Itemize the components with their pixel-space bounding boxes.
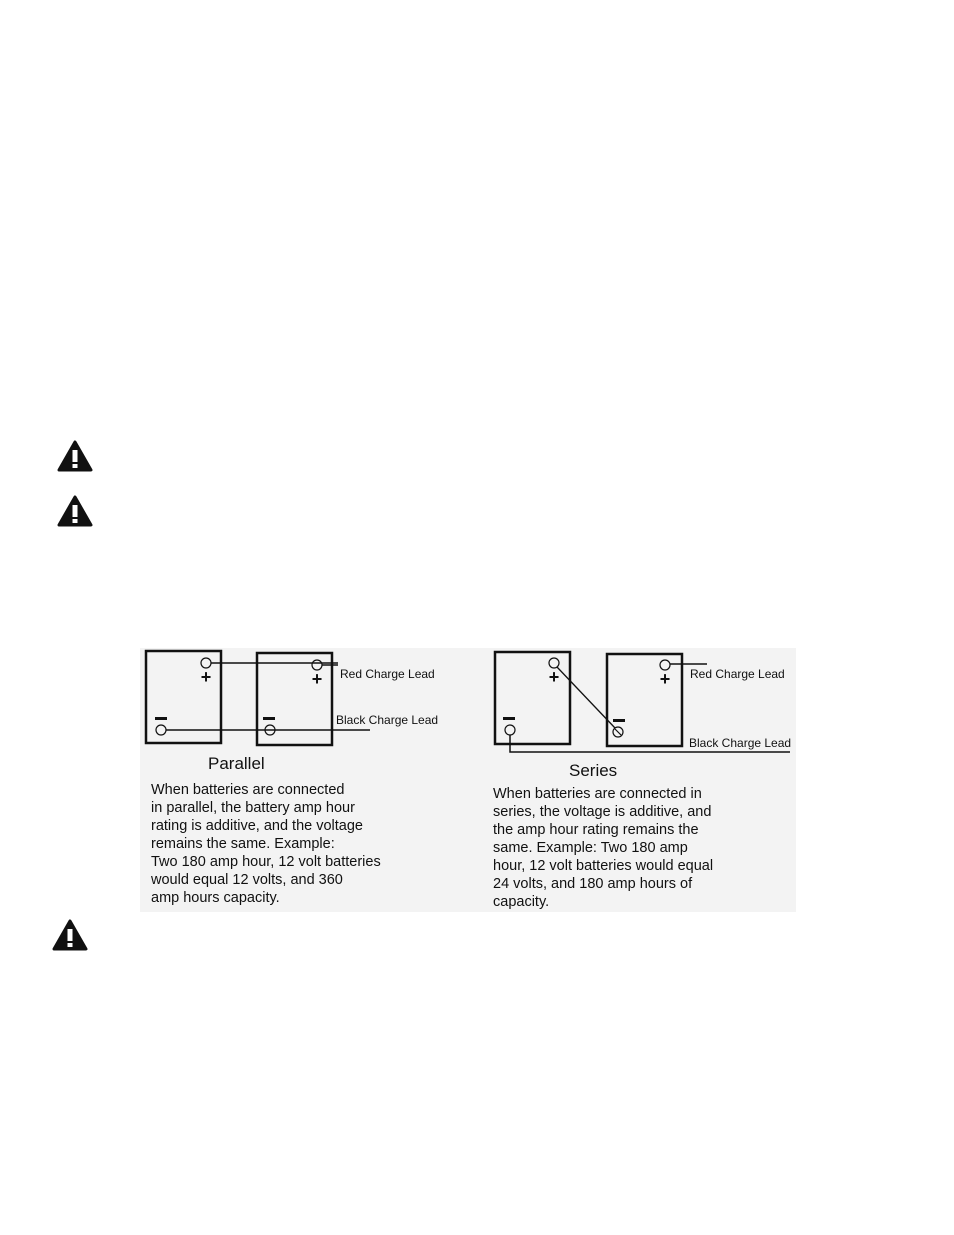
parallel-b1-plus-sign: +	[200, 667, 212, 687]
series-b2-plus-sign: +	[659, 669, 671, 689]
series-description: When batteries are connected in series, the voltage is additive, and the amp hour rating remains the same. Example: Two 180 amp hour, 12 volt batteries would equal 24 volts, and 180 amp hours of capacity.	[493, 786, 714, 910]
series-b2-minus-sign	[613, 719, 625, 722]
warning-icon	[52, 919, 88, 951]
parallel-b1-minus-sign	[155, 717, 167, 720]
parallel-b2-minus-sign	[263, 717, 275, 720]
series-black-lead-label: Black Charge Lead	[689, 736, 792, 750]
parallel-black-lead-label: Black Charge Lead	[336, 713, 439, 727]
parallel-b1-negative-terminal	[156, 725, 166, 735]
series-caption: Series	[569, 761, 618, 780]
series-b1-negative-terminal	[505, 725, 515, 735]
series-b1-minus-sign	[503, 717, 515, 720]
parallel-description: When batteries are connected in parallel, the battery amp hour rating is additive, and the voltage remains the same. Example: Two 180 amp hour, 12 volt batteries would equal 12 volts, and 360 amp hours capacity.	[151, 782, 381, 906]
parallel-red-lead-label: Red Charge Lead	[340, 667, 435, 681]
parallel-caption: Parallel	[208, 754, 265, 773]
series-b1-plus-sign: +	[548, 667, 560, 687]
series-red-lead-label: Red Charge Lead	[690, 667, 785, 681]
battery-wiring-diagram	[140, 648, 796, 912]
series-b2-negative-slash	[615, 729, 621, 735]
parallel-b2-plus-sign: +	[311, 669, 323, 689]
parallel-battery-2	[257, 653, 332, 745]
warning-icon	[57, 495, 93, 527]
warning-icon	[57, 440, 93, 472]
parallel-battery-1	[146, 651, 221, 743]
